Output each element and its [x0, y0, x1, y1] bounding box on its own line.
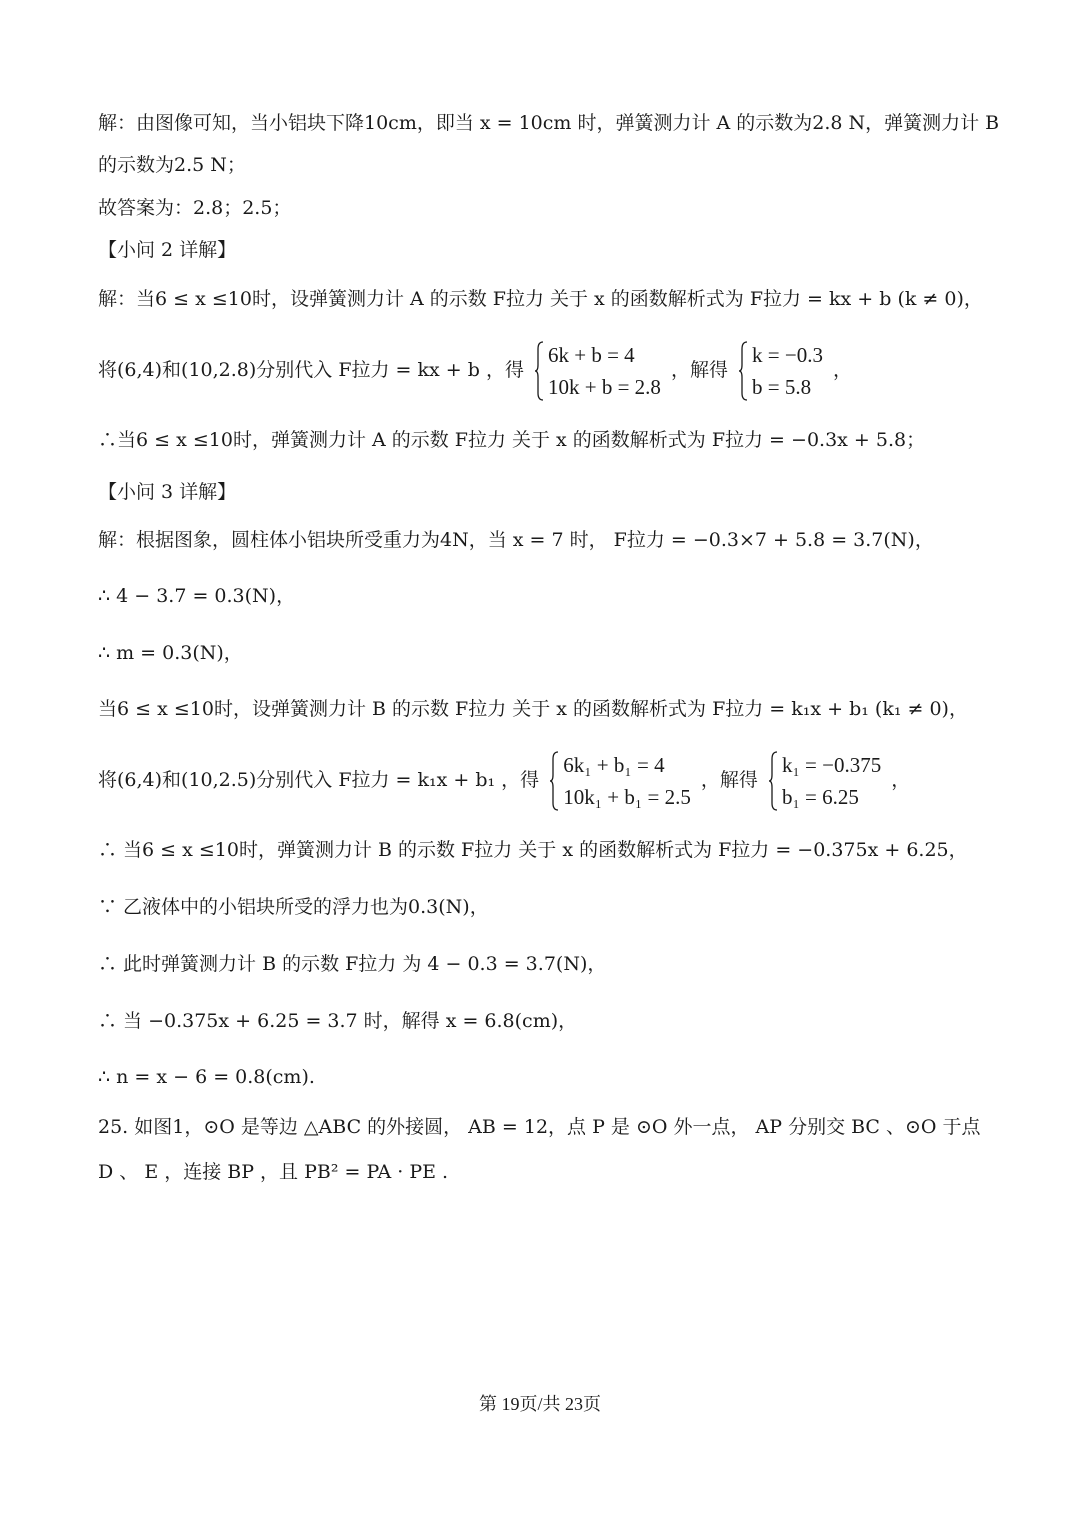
sys2-mid: ，解得	[700, 769, 758, 791]
problem-25-line-2: D 、 E ，连接 BP ，且 PB² = PA · PE .	[98, 1161, 449, 1183]
sys2-suffix: ，	[891, 769, 911, 791]
sys2-eq1: 6k₁ + b₁ = 4	[563, 753, 665, 777]
sys2-prefix: 将(6,4)和(10,2.5)分别代入 F拉力 = k₁x + b₁ ，得	[98, 769, 540, 791]
page-footer: 第 19页/共 23页	[478, 1394, 601, 1414]
section-heading-q2: 【小问 2 详解】	[98, 239, 237, 261]
problem-25-line-1: 25. 如图1，⊙O 是等边 △ABC 的外接圆， AB = 12，点 P 是 ⊙O 外一点， AP 分别交 BC 、⊙O 于点	[98, 1116, 981, 1138]
equation-system-2	[549, 749, 691, 813]
text-line-q3-8: ∴ 当 −0.375x + 6.25 = 3.7 时，解得 x = 6.8(cm)，	[98, 1010, 578, 1032]
sys1-eq1: 6k + b = 4	[548, 343, 635, 367]
text-line-q3-5: ∴ 当6 ≤ x ≤10时，弹簧测力计 B 的示数 F拉力 关于 x 的函数解析式为 F拉力 = −0.375x + 6.25，	[98, 839, 968, 861]
left-brace-icon	[738, 341, 748, 401]
solution-system-2	[768, 749, 881, 813]
text-line-q3-4: 当6 ≤ x ≤10时，设弹簧测力计 B 的示数 F拉力 关于 x 的函数解析式为 F拉力 = k₁x + b₁ (k₁ ≠ 0)，	[98, 698, 968, 720]
sys2-sol1: k₁ = −0.375	[781, 753, 882, 777]
sys1-mid: ，解得	[670, 359, 728, 381]
equation-system-1	[534, 339, 661, 403]
text-line-q3-1: 解：根据图象，圆柱体小铝块所受重力为4N，当 x = 7 时， F拉力 = −0.3×7 + 5.8 = 3.7(N)，	[98, 529, 934, 551]
text-line-q3-2: ∴ 4 − 3.7 = 0.3(N)，	[98, 585, 296, 607]
text-line-q2-result: ∴当6 ≤ x ≤10时，弹簧测力计 A 的示数 F拉力 关于 x 的函数解析式为 F拉力 = −0.3x + 5.8；	[98, 429, 926, 451]
text-line-q3-9: ∴ n = x − 6 = 0.8(cm).	[98, 1066, 315, 1088]
text-line-2: 的示数为2.5 N；	[98, 154, 246, 176]
text-line-1: 解：由图像可知，当小铝块下降10cm，即当 x = 10cm 时，弹簧测力计 A 的示数为2.8 N，弹簧测力计 B	[98, 112, 1000, 134]
sys1-suffix: ，	[833, 359, 853, 381]
text-line-q3-7: ∴ 此时弹簧测力计 B 的示数 F拉力 为 4 − 0.3 = 3.7(N)，	[98, 953, 607, 975]
section-heading-q3: 【小问 3 详解】	[98, 481, 237, 503]
equation-system-1-line	[98, 338, 1000, 404]
sys1-sol2: b = 5.8	[752, 375, 812, 399]
text-line-3: 故答案为：2.8；2.5；	[98, 197, 292, 219]
left-brace-icon	[549, 751, 559, 811]
left-brace-icon	[768, 751, 778, 811]
sys2-eq2: 10k₁ + b₁ = 2.5	[563, 785, 691, 809]
sys1-prefix: 将(6,4)和(10,2.8)分别代入 F拉力 = kx + b ，得	[98, 359, 524, 381]
text-line-q3-3: ∴ m = 0.3(N)，	[98, 642, 243, 664]
solution-system-1	[738, 339, 823, 403]
equation-system-2-line	[98, 748, 1000, 814]
text-line-q2-intro: 解：当6 ≤ x ≤10时，设弹簧测力计 A 的示数 F拉力 关于 x 的函数解析式为 F拉力 = kx + b (k ≠ 0)，	[98, 288, 983, 310]
left-brace-icon	[534, 341, 544, 401]
sys2-sol2: b₁ = 6.25	[781, 785, 859, 809]
sys1-sol1: k = −0.3	[752, 343, 823, 367]
text-line-q3-6: ∵ 乙液体中的小铝块所受的浮力也为0.3(N)，	[98, 896, 489, 918]
sys1-eq2: 10k + b = 2.8	[548, 375, 661, 399]
